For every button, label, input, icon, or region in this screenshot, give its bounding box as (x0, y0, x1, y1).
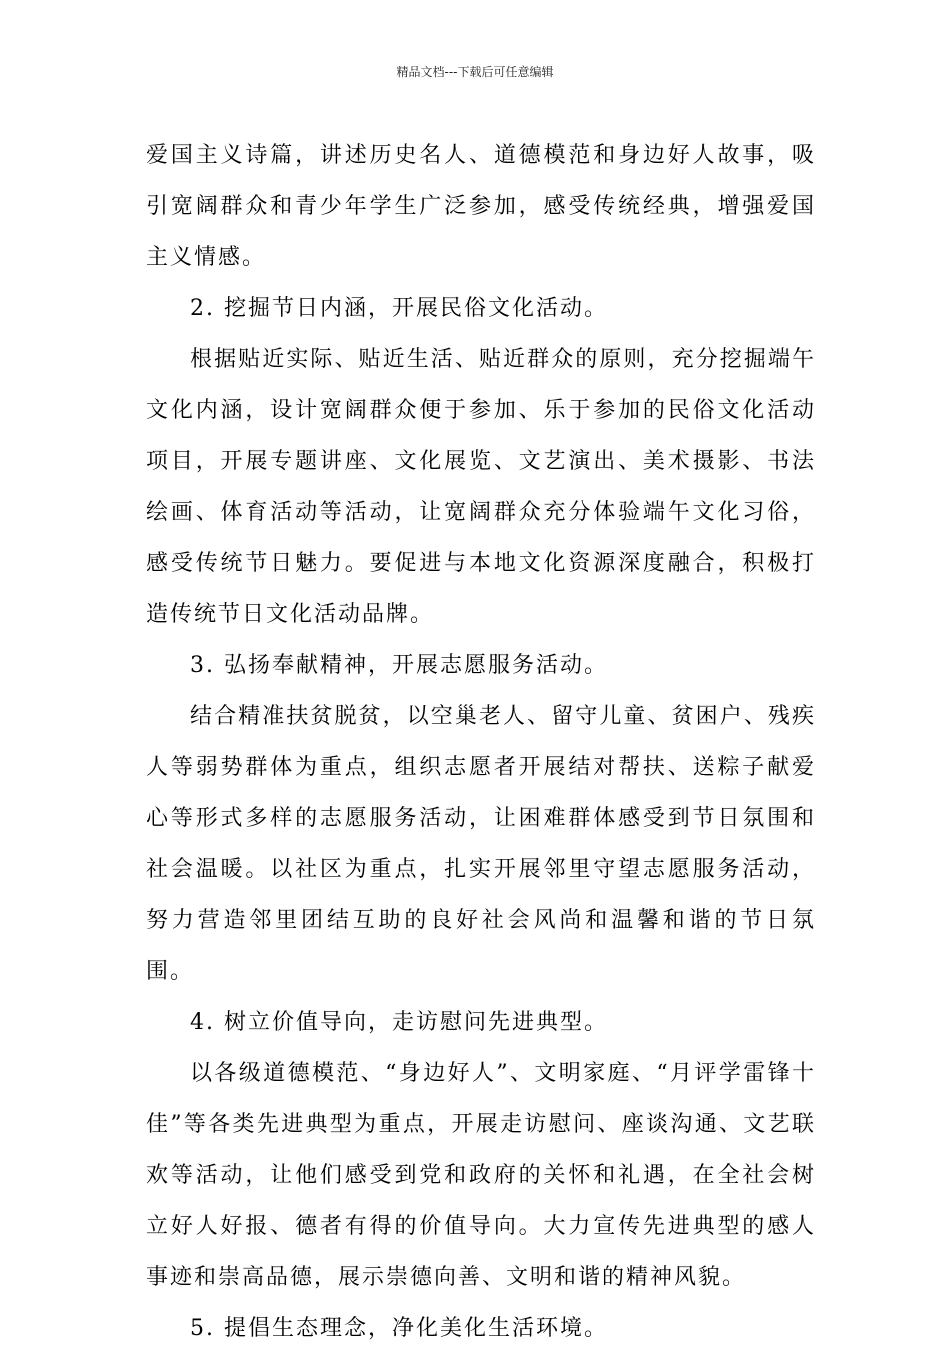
page-header: 精品文档---下载后可任意编辑 (396, 65, 554, 79)
body-paragraph: 爱国主义诗篇，讲述历史名人、道德模范和身边好人故事，吸引宽阔群众和青少年学生广泛参加，感受传统经典，增强爱国主义情感。 (146, 143, 816, 270)
section-heading: 2. 挖掘节日内涵，开展民俗文化活动。 (190, 296, 608, 321)
body-paragraph: 以各级道德模范、“身边好人”、文明家庭、“月评学雷锋十佳”等各类先进典型为重点，开展走访慰问、座谈沟通、文艺联欢等活动，让他们感受到党和政府的关怀和礼遇，在全社会树立好人好报、德者有得的价值导向。大力宣传先进典型的感人事迹和崇高品德，展示崇德向善、文明和谐的精神风貌。 (146, 1061, 816, 1290)
section-heading: 3. 弘扬奉献精神，开展志愿服务活动。 (190, 653, 608, 678)
section-heading: 4. 树立价值导向，走访慰问先进典型。 (190, 1010, 608, 1035)
body-paragraph: 结合精准扶贫脱贫，以空巢老人、留守儿童、贫困户、残疾人等弱势群体为重点，组织志愿者开展结对帮扶、送粽子献爱心等形式多样的志愿服务活动，让困难群体感受到节日氛围和社会温暖。以社区为重点，扎实开展邻里守望志愿服务活动，努力营造邻里团结互助的良好社会风尚和温馨和谐的节日氛围。 (146, 704, 816, 984)
section-heading: 5. 提倡生态理念，净化美化生活环境。 (190, 1316, 608, 1341)
document-body (146, 130, 816, 1354)
body-paragraph: 根据贴近实际、贴近生活、贴近群众的原则，充分挖掘端午文化内涵，设计宽阔群众便于参加、乐于参加的民俗文化活动项目，开展专题讲座、文化展览、文艺演出、美术摄影、书法绘画、体育活动等活动，让宽阔群众充分体验端午文化习俗，感受传统节日魅力。要促进与本地文化资源深度融合，积极打造传统节日文化活动品牌。 (146, 347, 816, 627)
